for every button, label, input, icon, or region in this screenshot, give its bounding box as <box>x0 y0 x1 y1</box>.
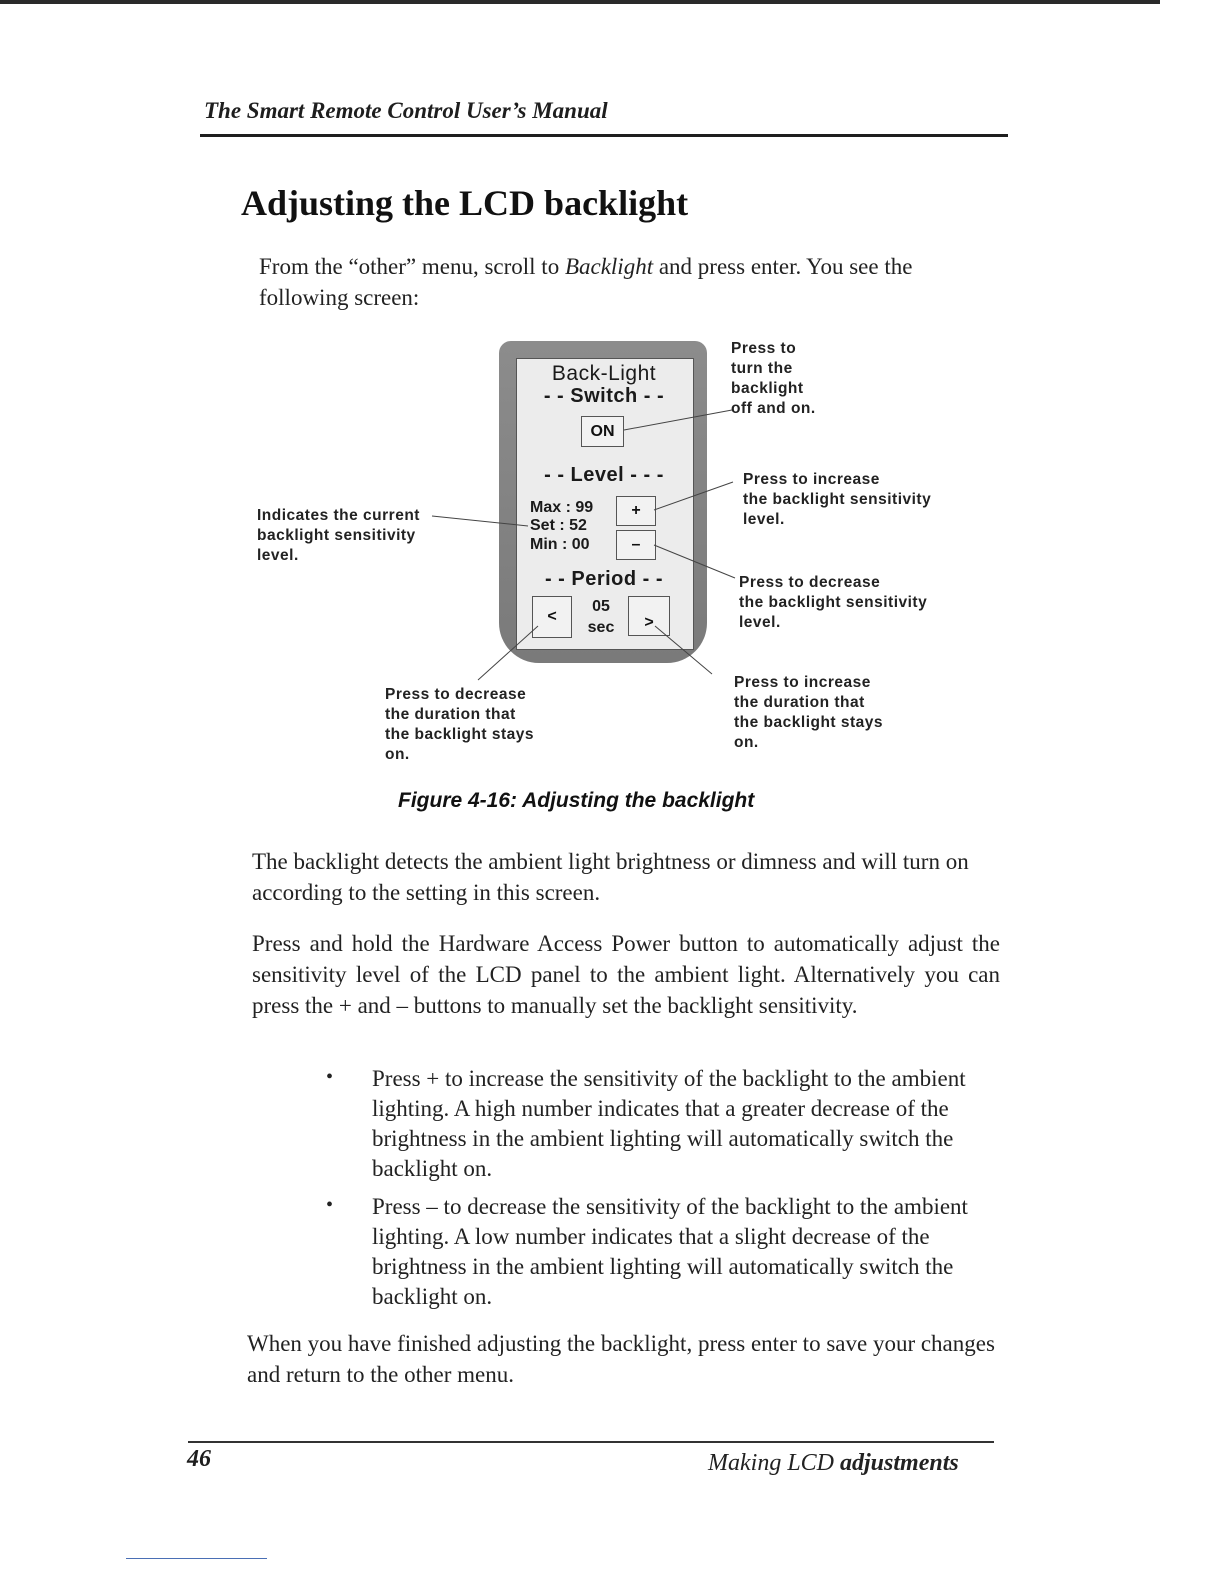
annotation-current-level: Indicates the current backlight sensitivity level. <box>257 507 420 564</box>
lcd-period-unit: sec <box>587 619 615 636</box>
running-footer <box>708 1450 959 1477</box>
lcd-min: Min : 00 <box>530 536 590 553</box>
footer-title-bold: adjustments <box>840 1450 959 1476</box>
intro-italic: Backlight <box>564 254 654 279</box>
leader-on-off <box>624 410 732 430</box>
figure-caption: Figure 4-16: Adjusting the backlight <box>398 789 755 812</box>
lcd-title: Back-Light <box>551 362 657 385</box>
body-paragraph-3: When you have finished adjusting the backlight, press enter to save your changes and return to the other menu. <box>247 1331 995 1387</box>
footer-rule <box>188 1441 994 1443</box>
annotation-increase-level: Press to increase the backlight sensitivity level. <box>743 471 932 528</box>
minus-button[interactable]: – <box>616 530 656 560</box>
body-paragraph-2: Press and hold the Hardware Access Power button to automatically adjust the sensitivity level of the LCD panel to the ambient light. Alternatively you can press the + and – buttons to manually set the backlight sensitivity. <box>252 931 1000 1018</box>
page-number: 46 <box>187 1446 211 1472</box>
leader-decrease-duration <box>478 626 538 680</box>
running-header: The Smart Remote Control User’s Manual <box>204 98 608 123</box>
lcd-switch-label: - - Switch - - <box>543 385 665 407</box>
intro-before: From the “other” menu, scroll to <box>259 254 565 279</box>
section-title: Adjusting the LCD backlight <box>241 183 689 223</box>
bullet-item-2: Press – to decrease the sensitivity of the backlight to the ambient lighting. A low number indicates that a slight decrease of the brightness in the ambient lighting will automatically switch the backlight on. <box>372 1194 968 1309</box>
annotation-on-off: Press to turn the backlight off and on. <box>731 340 816 417</box>
annotation-decrease-duration: Press to decrease the duration that the backlight stays on. <box>385 686 535 763</box>
lcd-level-label: - - Level - - - <box>544 464 664 486</box>
annotation-increase-duration: Press to increase the duration that the backlight stays on. <box>734 674 884 751</box>
lcd-set: Set : 52 <box>530 517 587 534</box>
bottom-mark <box>126 1558 267 1559</box>
annotation-decrease-level: Press to decrease the backlight sensitivity level. <box>739 574 928 631</box>
body-paragraph-1: The backlight detects the ambient light brightness or dimness and will turn on according to the setting in this screen. <box>252 849 969 905</box>
leader-decrease-level <box>654 545 735 578</box>
leader-increase-duration <box>655 626 712 674</box>
leader-increase-level <box>654 482 733 510</box>
on-button[interactable]: ON <box>581 416 624 447</box>
bullet-dot-1: • <box>326 1066 334 1088</box>
plus-button[interactable]: + <box>616 496 656 526</box>
period-next-button[interactable]: > <box>628 596 670 636</box>
lcd-max: Max : 99 <box>530 499 594 516</box>
footer-title-plain: Making LCD <box>708 1450 840 1476</box>
leader-current-level <box>432 516 528 526</box>
intro-after: and press enter. You see the following screen: <box>259 254 913 310</box>
period-prev-button[interactable]: < <box>532 596 572 638</box>
bullet-item-1: Press + to increase the sensitivity of the backlight to the ambient lighting. A high number indicates that a greater decrease of the brightness in the ambient lighting will automatically switch the backlight on. <box>372 1066 966 1181</box>
lcd-period-value: 05 <box>592 598 610 615</box>
lcd-period-label: - - Period - - <box>544 568 664 590</box>
bullet-dot-2: • <box>326 1194 334 1216</box>
